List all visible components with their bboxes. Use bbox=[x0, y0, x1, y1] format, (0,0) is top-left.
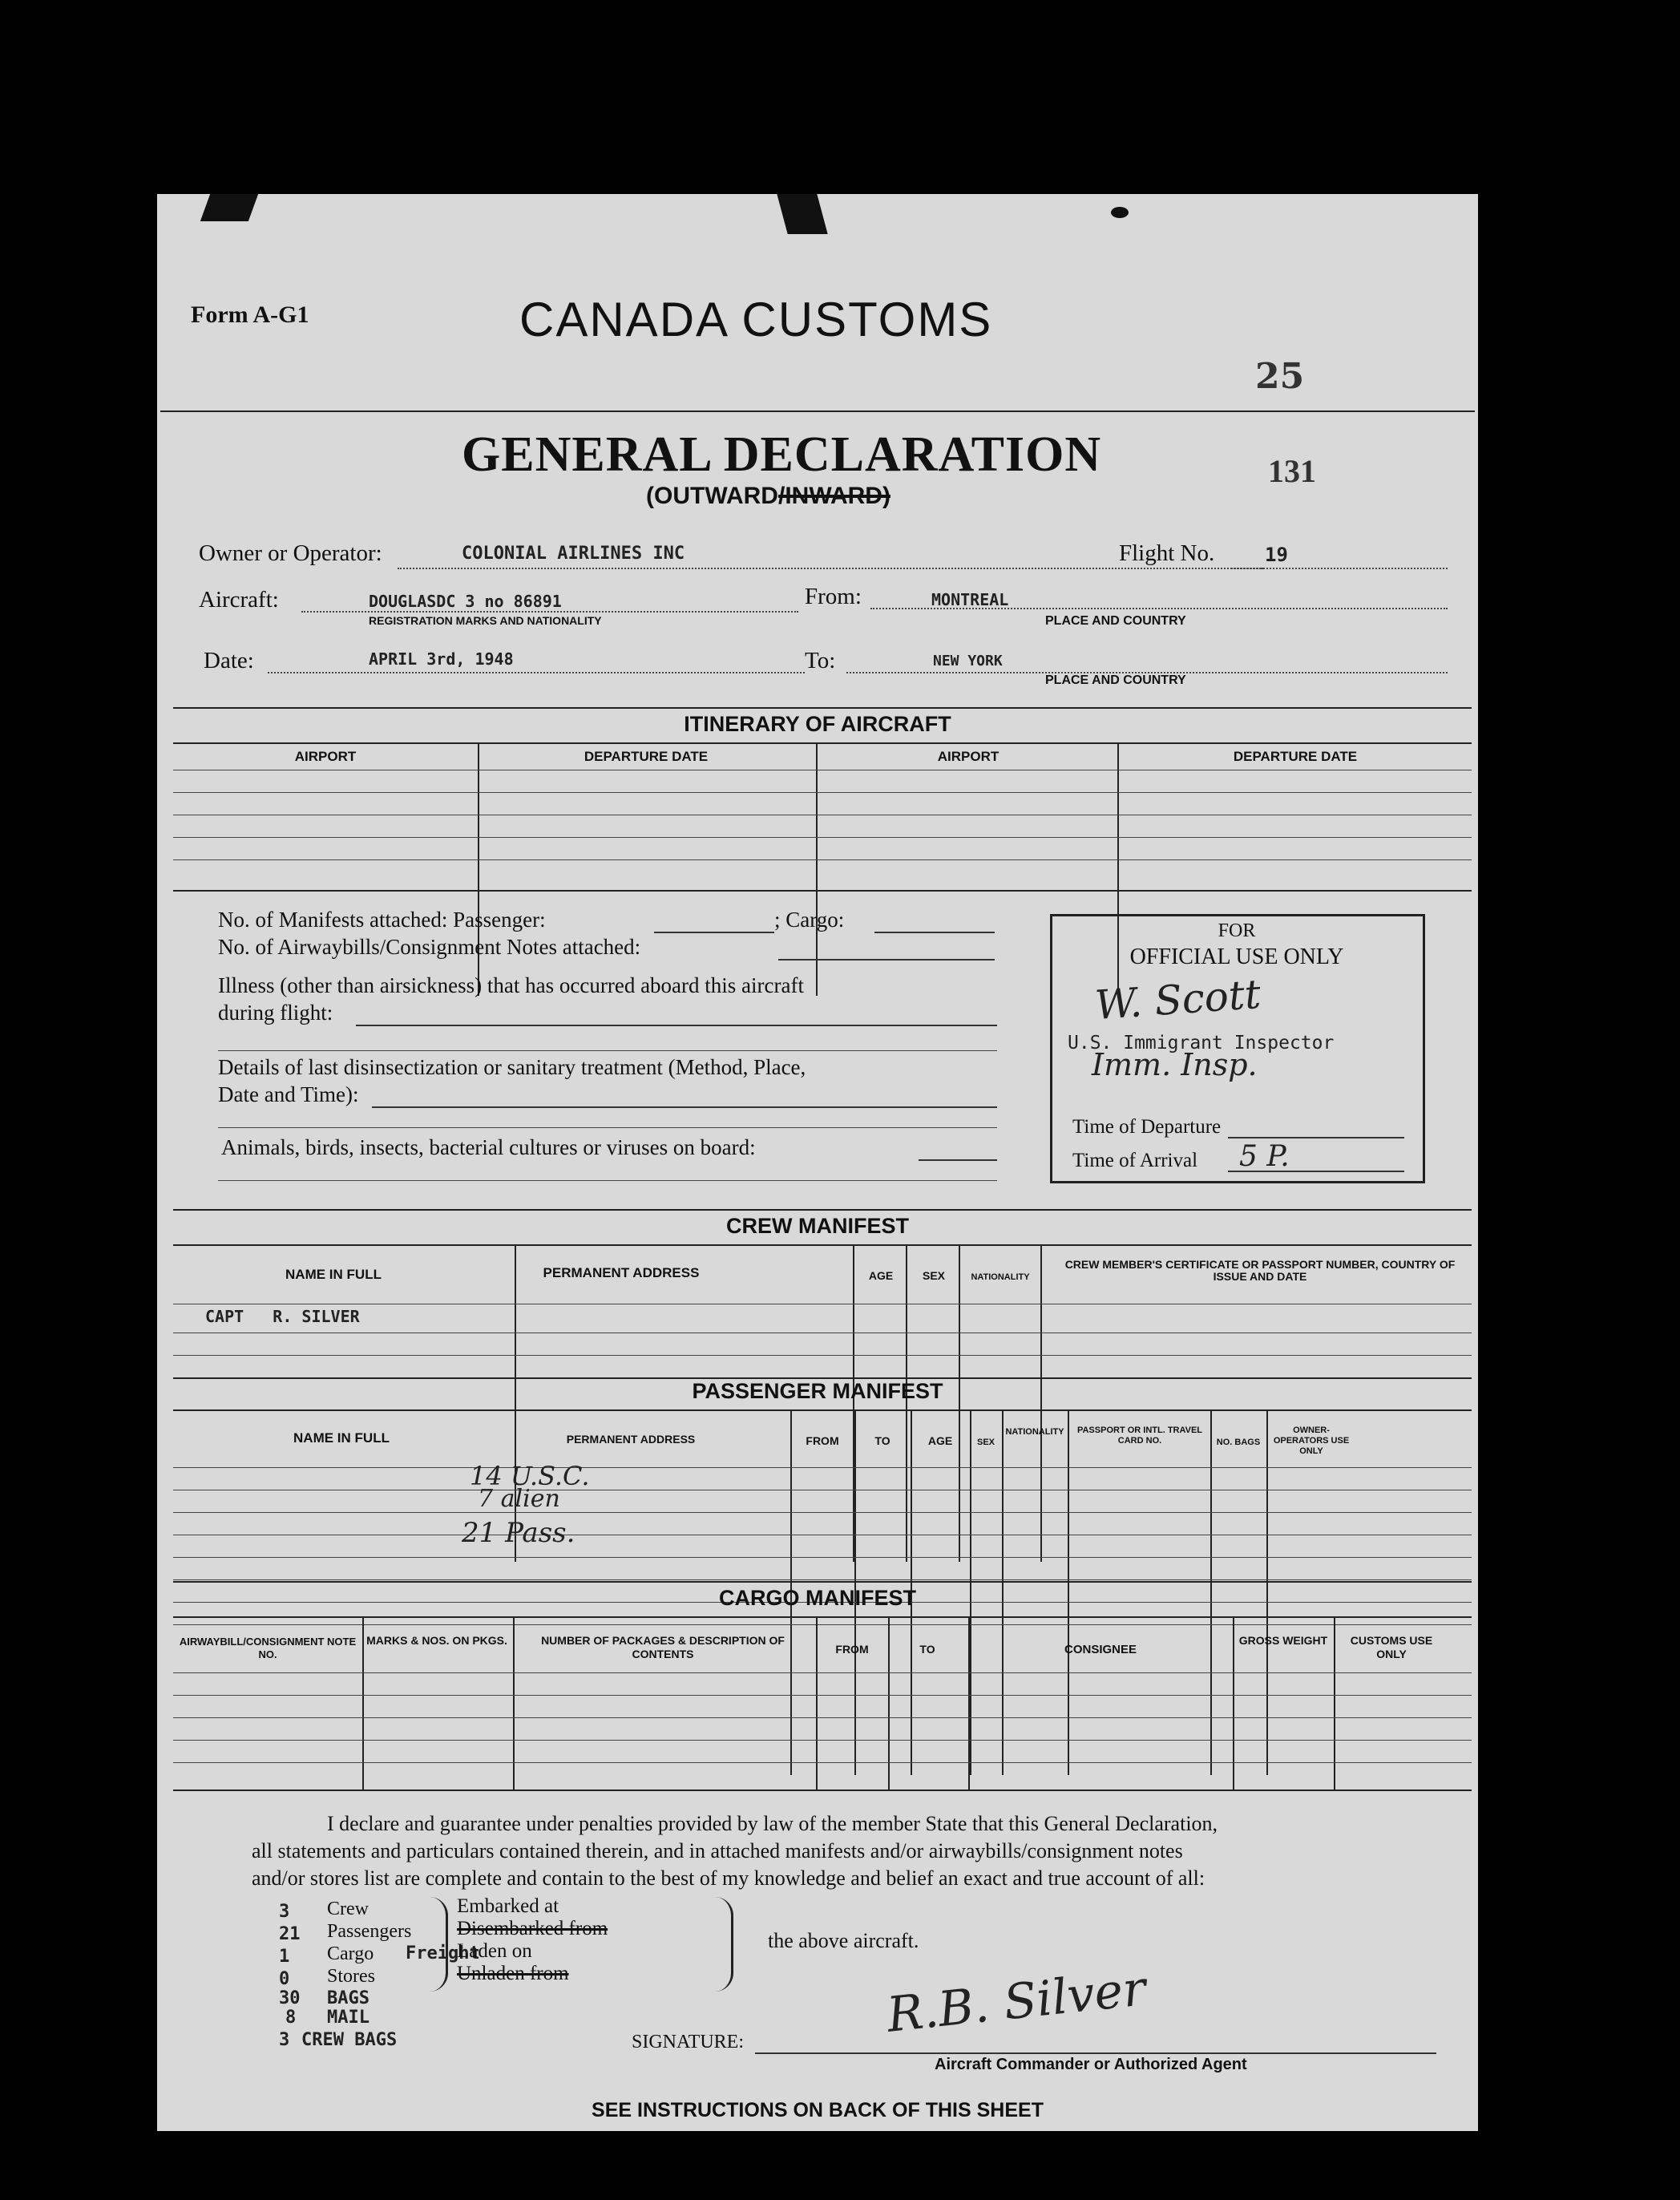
aircraft-line bbox=[301, 611, 798, 613]
crew-manifest-title: CREW MANIFEST bbox=[726, 1214, 909, 1238]
passenger-col-from: FROM bbox=[806, 1434, 839, 1447]
airwaybills-line bbox=[778, 959, 995, 960]
passenger-row-line bbox=[173, 1624, 1472, 1625]
passenger-col-sex: SEX bbox=[976, 1438, 995, 1447]
cargo-manifest-title: CARGO MANIFEST bbox=[719, 1586, 916, 1610]
count-mail-label: MAIL bbox=[327, 2008, 370, 2028]
manifests-cargo-label: ; Cargo: bbox=[774, 908, 845, 932]
count-crew-num: 3 bbox=[279, 1902, 290, 1922]
itinerary-row-line bbox=[173, 837, 1472, 838]
itinerary-col-departure-1: DEPARTURE DATE bbox=[584, 749, 709, 764]
itinerary-bottom-rule bbox=[173, 890, 1472, 892]
header-rule bbox=[160, 410, 1475, 412]
cargo-row-line bbox=[173, 1740, 1472, 1741]
declaration-line-1: I declare and guarantee under penalties provided by law of the member State that this General Declaration, bbox=[327, 1812, 1218, 1835]
left-brace bbox=[430, 1897, 448, 1992]
crew-top-rule bbox=[173, 1209, 1472, 1211]
departure-line bbox=[1228, 1137, 1404, 1138]
count-stores-num: 0 bbox=[279, 1969, 290, 1989]
cargo-row-line bbox=[173, 1762, 1472, 1763]
count-mail-num: 8 bbox=[285, 2008, 297, 2028]
right-brace bbox=[715, 1897, 733, 1992]
illness-label: Illness (other than airsickness) that has occurred aboard this aircraft bbox=[218, 973, 804, 997]
action-laden: Laden on bbox=[457, 1940, 532, 1962]
crew-col-age: AGE bbox=[868, 1269, 894, 1282]
cargo-divider bbox=[513, 1618, 515, 1791]
count-passengers-num: 21 bbox=[279, 1924, 301, 1944]
passenger-note-1: 14 U.S.C. bbox=[470, 1461, 590, 1491]
passenger-col-address: PERMANENT ADDRESS bbox=[566, 1433, 696, 1446]
owner-line bbox=[398, 568, 1263, 569]
crew-divider bbox=[906, 1246, 907, 1562]
from-value: MONTREAL bbox=[931, 590, 1009, 609]
itinerary-title: ITINERARY OF AIRCRAFT bbox=[684, 712, 951, 736]
signature-value: R.B. Silver bbox=[884, 1960, 1149, 2044]
disinsect-label: Details of last disinsectization or sanitary treatment (Method, Place, bbox=[218, 1055, 806, 1079]
count-cargo-num: 1 bbox=[279, 1947, 290, 1967]
aircraft-caption: REGISTRATION MARKS AND NATIONALITY bbox=[369, 614, 602, 627]
direction-label bbox=[646, 483, 890, 510]
cargo-col-from: FROM bbox=[835, 1643, 869, 1656]
disinsect-extra-line bbox=[218, 1127, 997, 1128]
disinsect-label-2: Date and Time): bbox=[218, 1082, 359, 1106]
cargo-bottom-rule bbox=[173, 1790, 1472, 1791]
aircraft-value: DOUGLASDC 3 no 86891 bbox=[369, 592, 562, 611]
crew-head-rule bbox=[173, 1244, 1472, 1246]
cargo-col-gross-weight: GROSS WEIGHT bbox=[1238, 1634, 1328, 1647]
count-crew-label: Crew bbox=[327, 1899, 369, 1919]
inspector-title-handwritten: Imm. Insp. bbox=[1092, 1047, 1258, 1082]
crew-col-nationality: NATIONALITY bbox=[971, 1272, 1030, 1282]
date-value: APRIL 3rd, 1948 bbox=[369, 649, 514, 669]
crew-col-sex: SEX bbox=[922, 1269, 945, 1282]
cargo-divider bbox=[362, 1618, 364, 1791]
signature-line bbox=[755, 2052, 1436, 2054]
form-number: Form A-G1 bbox=[191, 301, 309, 328]
manifests-label: No. of Manifests attached: Passenger: bbox=[218, 908, 546, 932]
count-crew-bags-label: CREW BAGS bbox=[301, 2030, 398, 2050]
disinsect-line bbox=[372, 1106, 997, 1108]
cargo-row-line bbox=[173, 1672, 1472, 1673]
animals-label: Animals, birds, insects, bacterial cultures or viruses on board: bbox=[221, 1135, 756, 1159]
passenger-col-owner: OWNER-OPERATORS USE ONLY bbox=[1273, 1426, 1350, 1456]
signature-label: SIGNATURE: bbox=[632, 2032, 745, 2052]
cargo-top-rule bbox=[173, 1581, 1472, 1583]
instructions-footer: SEE INSTRUCTIONS ON BACK OF THIS SHEET bbox=[592, 2099, 1044, 2121]
manifests-cargo-line bbox=[874, 932, 995, 933]
to-label: To: bbox=[805, 648, 836, 673]
scan-mark-left bbox=[200, 194, 258, 221]
direction-inward: /INWARD) bbox=[777, 483, 890, 509]
passenger-col-name: NAME IN FULL bbox=[293, 1430, 390, 1446]
crew-col-name: NAME IN FULL bbox=[285, 1267, 382, 1282]
itinerary-row-line bbox=[173, 859, 1472, 860]
declaration-line-3: and/or stores list are complete and contain to the best of my knowledge and belief an exact and true account of all: bbox=[252, 1866, 1205, 1890]
inspector-signature: W. Scott bbox=[1093, 970, 1262, 1029]
itinerary-col-departure-2: DEPARTURE DATE bbox=[1233, 749, 1358, 764]
crew-row-name: CAPT R. SILVER bbox=[205, 1307, 360, 1326]
passenger-row-line bbox=[173, 1557, 1472, 1558]
passenger-col-to: TO bbox=[874, 1434, 890, 1447]
passenger-row-line bbox=[173, 1467, 1472, 1468]
cargo-divider bbox=[968, 1618, 970, 1791]
cargo-row-line bbox=[173, 1717, 1472, 1718]
animals-extra-line bbox=[218, 1180, 997, 1181]
cargo-head-rule bbox=[173, 1616, 1472, 1618]
flight-label: Flight No. bbox=[1119, 540, 1215, 566]
direction-outward: (OUTWARD bbox=[646, 483, 778, 509]
cargo-col-customs: CUSTOMS USE ONLY bbox=[1350, 1634, 1433, 1660]
count-cargo-freight: Freight bbox=[406, 1943, 480, 1963]
cargo-col-to: TO bbox=[919, 1643, 935, 1656]
cargo-divider bbox=[1233, 1618, 1234, 1791]
arrival-value: 5 P. bbox=[1239, 1140, 1290, 1173]
count-bags-num: 30 bbox=[279, 1988, 301, 2008]
passenger-col-nationality: NATIONALITY bbox=[1005, 1427, 1064, 1437]
during-flight-line bbox=[356, 1025, 997, 1026]
crew-divider bbox=[1040, 1246, 1042, 1562]
manifests-passenger-line bbox=[654, 932, 774, 933]
passenger-row-line bbox=[173, 1579, 1472, 1580]
action-unladen: Unladen from bbox=[457, 1963, 569, 1984]
crew-col-address: PERMANENT ADDRESS bbox=[543, 1265, 700, 1280]
scan-mark-center bbox=[777, 194, 827, 234]
itinerary-row-line bbox=[173, 792, 1472, 793]
agency-title: CANADA CUSTOMS bbox=[519, 293, 993, 346]
crew-col-certificate: CREW MEMBER'S CERTIFICATE OR PASSPORT NUMBER, COUNTRY OF ISSUE AND DATE bbox=[1064, 1258, 1456, 1283]
count-cargo-label: Cargo bbox=[327, 1943, 374, 1964]
itinerary-divider-2 bbox=[816, 744, 818, 996]
flight-line bbox=[1231, 568, 1448, 569]
declaration-line-2: all statements and particulars contained therein, and in attached manifests and/or airwaybills/consignment notes bbox=[252, 1839, 1183, 1862]
crew-divider bbox=[959, 1246, 960, 1562]
from-label: From: bbox=[805, 584, 862, 609]
cargo-col-consignee: CONSIGNEE bbox=[1064, 1643, 1137, 1656]
during-flight-label: during flight: bbox=[218, 1001, 333, 1025]
declaration-form-page bbox=[157, 194, 1478, 2131]
page-number: 131 bbox=[1268, 453, 1316, 489]
date-label: Date: bbox=[204, 648, 254, 673]
cargo-col-marks: MARKS & NOS. ON PKGS. bbox=[366, 1634, 507, 1647]
cargo-divider bbox=[816, 1618, 818, 1791]
animals-line bbox=[919, 1159, 997, 1161]
passenger-manifest-title: PASSENGER MANIFEST bbox=[692, 1379, 943, 1403]
passenger-note-2: 7 alien bbox=[478, 1485, 560, 1513]
signer-caption: Aircraft Commander or Authorized Agent bbox=[935, 2056, 1247, 2073]
stamp-number: 25 bbox=[1255, 356, 1305, 397]
count-passengers-label: Passengers bbox=[327, 1921, 412, 1942]
arrival-label: Time of Arrival bbox=[1072, 1150, 1198, 1171]
illness-extra-line bbox=[218, 1050, 997, 1051]
passenger-row-line bbox=[173, 1512, 1472, 1513]
cargo-divider bbox=[888, 1618, 890, 1791]
airwaybills-label: No. of Airwaybills/Consignment Notes attached: bbox=[218, 935, 641, 959]
date-line bbox=[268, 672, 805, 673]
passenger-col-age: AGE bbox=[927, 1434, 953, 1447]
passenger-head-rule bbox=[173, 1409, 1472, 1411]
cargo-col-airwaybill: AIRWAYBILL/CONSIGNMENT NOTE NO. bbox=[179, 1636, 357, 1660]
action-embarked: Embarked at bbox=[457, 1895, 559, 1917]
owner-value: COLONIAL AIRLINES INC bbox=[462, 544, 685, 564]
itinerary-col-airport-2: AIRPORT bbox=[937, 749, 1000, 764]
official-heading-2: OFFICIAL USE ONLY bbox=[1129, 944, 1344, 969]
crew-divider bbox=[515, 1246, 516, 1562]
crew-row-line bbox=[173, 1355, 1472, 1356]
to-caption: PLACE AND COUNTRY bbox=[1045, 673, 1186, 687]
cargo-divider bbox=[1334, 1618, 1335, 1791]
aircraft-label: Aircraft: bbox=[199, 587, 279, 613]
itinerary-col-airport-1: AIRPORT bbox=[294, 749, 357, 764]
itinerary-top-rule bbox=[173, 707, 1472, 709]
from-caption: PLACE AND COUNTRY bbox=[1045, 614, 1186, 628]
action-disembarked: Disembarked from bbox=[457, 1918, 608, 1939]
to-value: NEW YORK bbox=[933, 653, 1003, 669]
cargo-row-line bbox=[173, 1695, 1472, 1696]
passenger-col-passport: PASSPORT OR INTL. TRAVEL CARD NO. bbox=[1076, 1426, 1203, 1446]
itinerary-head-rule bbox=[173, 742, 1472, 744]
owner-label: Owner or Operator: bbox=[199, 540, 382, 566]
passenger-col-bags: NO. BAGS bbox=[1216, 1438, 1261, 1447]
page-title: GENERAL DECLARATION bbox=[462, 427, 1102, 482]
cargo-col-packages: NUMBER OF PACKAGES & DESCRIPTION OF CONTENTS bbox=[541, 1634, 785, 1660]
passenger-note-3: 21 Pass. bbox=[462, 1517, 575, 1549]
above-aircraft-text: the above aircraft. bbox=[768, 1929, 919, 1952]
scan-mark-right bbox=[1111, 207, 1129, 218]
count-crew-bags-num: 3 bbox=[279, 2030, 290, 2050]
count-stores-label: Stores bbox=[327, 1966, 375, 1987]
official-heading-1: FOR bbox=[1218, 920, 1256, 941]
inspector-title: U.S. Immigrant Inspector bbox=[1068, 1033, 1335, 1053]
count-bags-label: BAGS bbox=[327, 1988, 370, 2008]
flight-value: 19 bbox=[1265, 544, 1288, 566]
departure-label: Time of Departure bbox=[1072, 1116, 1222, 1138]
